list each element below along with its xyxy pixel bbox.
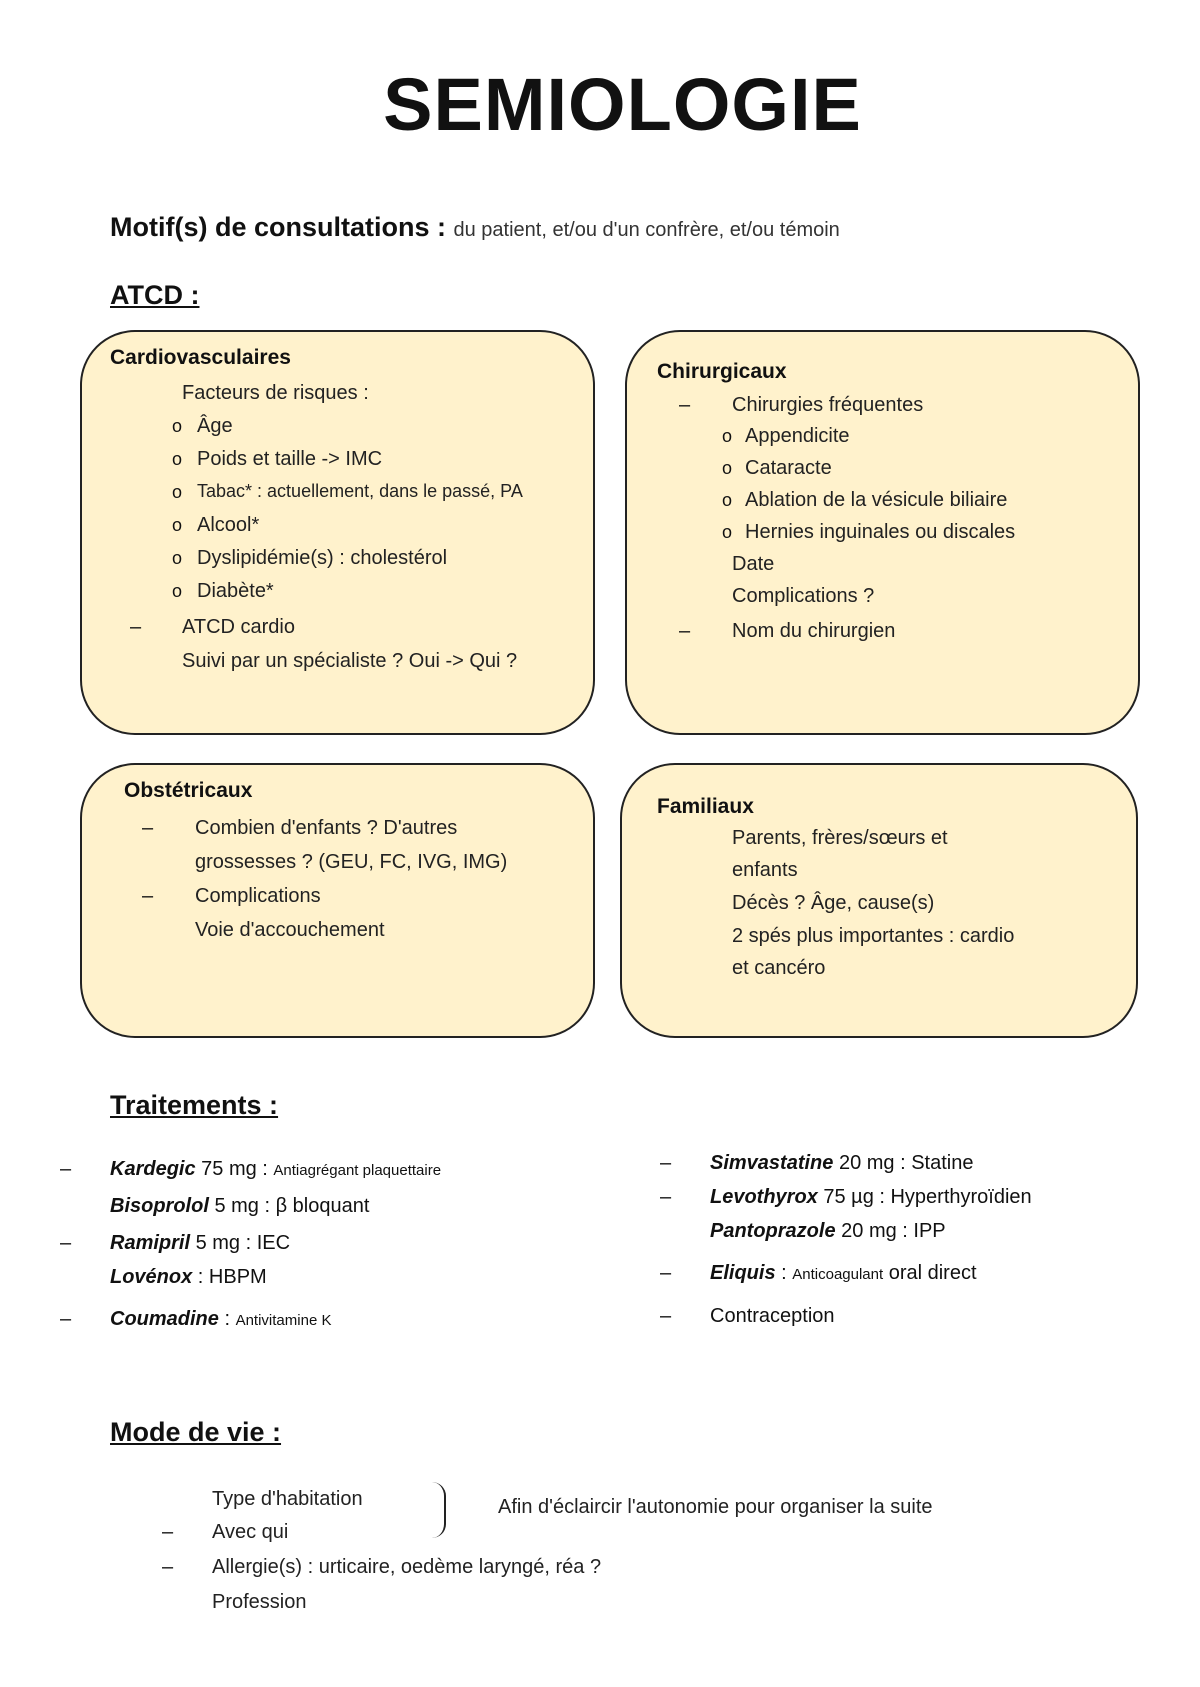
chir-item: Ablation de la vésicule biliaire	[745, 489, 1008, 511]
bullet-dash: –	[60, 1232, 72, 1254]
med-dose: : HBPM	[192, 1266, 267, 1288]
bullet-dash: –	[679, 394, 691, 416]
atcd-heading: ATCD :	[110, 280, 200, 310]
obst-title: Obstétricaux	[124, 779, 253, 802]
bullet-circle: o	[172, 416, 183, 436]
mode-vie-avec-qui: Avec qui	[212, 1521, 289, 1543]
chir-nom: Nom du chirurgien	[732, 620, 896, 642]
med-dose: 5 mg : IEC	[190, 1232, 291, 1254]
motif-label: Motif(s) de consultations :	[110, 212, 446, 242]
cardio-box	[80, 330, 595, 735]
med-item	[110, 1158, 441, 1181]
fam-line3: Décès ? Âge, cause(s)	[732, 892, 935, 914]
bullet-dash: –	[162, 1556, 174, 1578]
med-name: Lovénox	[110, 1266, 193, 1288]
mode-vie-note: Afin d'éclaircir l'autonomie pour organiser la suite	[498, 1496, 933, 1518]
med-name: Ramipril	[110, 1232, 191, 1254]
med-dose: Contraception	[710, 1305, 835, 1327]
mode-vie-allergies: Allergie(s) : urticaire, oedème laryngé, réa ?	[212, 1556, 602, 1578]
med-item	[110, 1308, 331, 1331]
bullet-circle: o	[172, 548, 183, 568]
cardio-item: Alcool*	[197, 514, 260, 536]
cardio-item: Poids et taille -> IMC	[197, 448, 383, 470]
obst-line1: Combien d'enfants ? D'autres	[195, 817, 458, 839]
med-item	[710, 1262, 977, 1285]
bullet-circle: o	[172, 482, 183, 502]
bullet-circle: o	[722, 426, 733, 446]
med-name: Simvastatine	[710, 1152, 834, 1174]
bullet-circle: o	[722, 522, 733, 542]
chir-box	[625, 330, 1140, 735]
med-name: Pantoprazole	[710, 1220, 836, 1242]
bullet-dash: –	[60, 1308, 72, 1330]
bullet-circle: o	[722, 490, 733, 510]
med-class: Antivitamine K	[235, 1312, 332, 1329]
chir-item: Hernies inguinales ou discales	[745, 521, 1016, 543]
bullet-dash: –	[142, 817, 154, 839]
med-name: Coumadine	[110, 1308, 219, 1330]
med-name: Bisoprolol	[110, 1195, 209, 1217]
bullet-circle: o	[172, 581, 183, 601]
fam-line2: enfants	[732, 859, 798, 881]
med-dose: 75 µg : Hyperthyroïdien	[817, 1186, 1032, 1208]
bullet-dash: –	[660, 1305, 672, 1327]
bullet-circle: o	[172, 515, 183, 535]
bullet-dash: –	[162, 1521, 174, 1543]
brace	[430, 1482, 446, 1538]
chir-title: Chirurgicaux	[657, 360, 787, 383]
fam-line1: Parents, frères/sœurs et	[732, 827, 948, 849]
chir-item: Cataracte	[745, 457, 832, 479]
bullet-dash: –	[660, 1262, 672, 1284]
med-tail: plaquettaire	[358, 1162, 442, 1179]
bullet-circle: o	[722, 458, 733, 478]
motif-line	[110, 212, 840, 243]
fam-line4: 2 spés plus importantes : cardio	[732, 925, 1015, 947]
med-dose: 75 mg :	[195, 1158, 274, 1180]
bullet-dash: –	[660, 1186, 672, 1208]
med-class: Antiagrégant	[273, 1162, 359, 1179]
med-dose: 5 mg : β bloquant	[208, 1195, 370, 1217]
cardio-item: Tabac* : actuellement, dans le passé, PA	[197, 481, 523, 501]
med-item	[710, 1305, 835, 1328]
med-name: Eliquis	[710, 1262, 776, 1284]
med-name: Kardegic	[110, 1158, 196, 1180]
med-item	[710, 1220, 946, 1243]
mode-vie-heading: Mode de vie :	[110, 1417, 282, 1447]
med-item	[110, 1232, 290, 1255]
med-item	[710, 1186, 1032, 1209]
med-item	[110, 1195, 369, 1218]
chir-frequentes: Chirurgies fréquentes	[732, 394, 924, 416]
cardio-item: Dyslipidémie(s) : cholestérol	[197, 547, 448, 569]
cardio-title: Cardiovasculaires	[110, 346, 291, 369]
chir-complications: Complications ?	[732, 585, 875, 607]
med-name: Levothyrox	[710, 1186, 818, 1208]
fam-title: Familiaux	[657, 795, 754, 818]
bullet-dash: –	[142, 885, 154, 907]
med-dose: :	[218, 1308, 236, 1330]
obst-line2: grossesses ? (GEU, FC, IVG, IMG)	[195, 851, 508, 873]
med-item	[710, 1152, 973, 1175]
cardio-suivi: Suivi par un spécialiste ? Oui -> Qui ?	[182, 650, 518, 672]
bullet-dash: –	[660, 1152, 672, 1174]
obst-box	[80, 763, 595, 1038]
traitements-heading: Traitements :	[110, 1090, 279, 1120]
med-dose: 20 mg : Statine	[833, 1152, 974, 1174]
med-item	[110, 1266, 267, 1289]
bullet-circle: o	[172, 449, 183, 469]
med-dose: :	[775, 1262, 793, 1284]
med-dose: 20 mg : IPP	[835, 1220, 946, 1242]
bullet-dash: –	[130, 616, 142, 638]
obst-voie: Voie d'accouchement	[195, 919, 385, 941]
cardio-facteurs: Facteurs de risques :	[182, 382, 369, 404]
med-class: Anticoagulant	[792, 1266, 884, 1283]
cardio-item: Diabète*	[197, 580, 274, 602]
cardio-atcd: ATCD cardio	[182, 616, 295, 638]
med-tail: oral direct	[883, 1262, 977, 1284]
chir-date: Date	[732, 553, 775, 575]
obst-complications: Complications	[195, 885, 321, 907]
mode-vie-profession: Profession	[212, 1591, 307, 1613]
cardio-item: Âge	[197, 415, 233, 437]
chir-item: Appendicite	[745, 425, 850, 447]
bullet-dash: –	[679, 620, 691, 642]
motif-text: du patient, et/ou d'un confrère, et/ou témoin	[453, 219, 840, 241]
fam-line5: et cancéro	[732, 957, 826, 979]
mode-vie-habitation: Type d'habitation	[212, 1488, 363, 1510]
bullet-dash: –	[60, 1158, 72, 1180]
fam-box	[620, 763, 1138, 1038]
page-title: SEMIOLOGIE	[383, 63, 862, 146]
